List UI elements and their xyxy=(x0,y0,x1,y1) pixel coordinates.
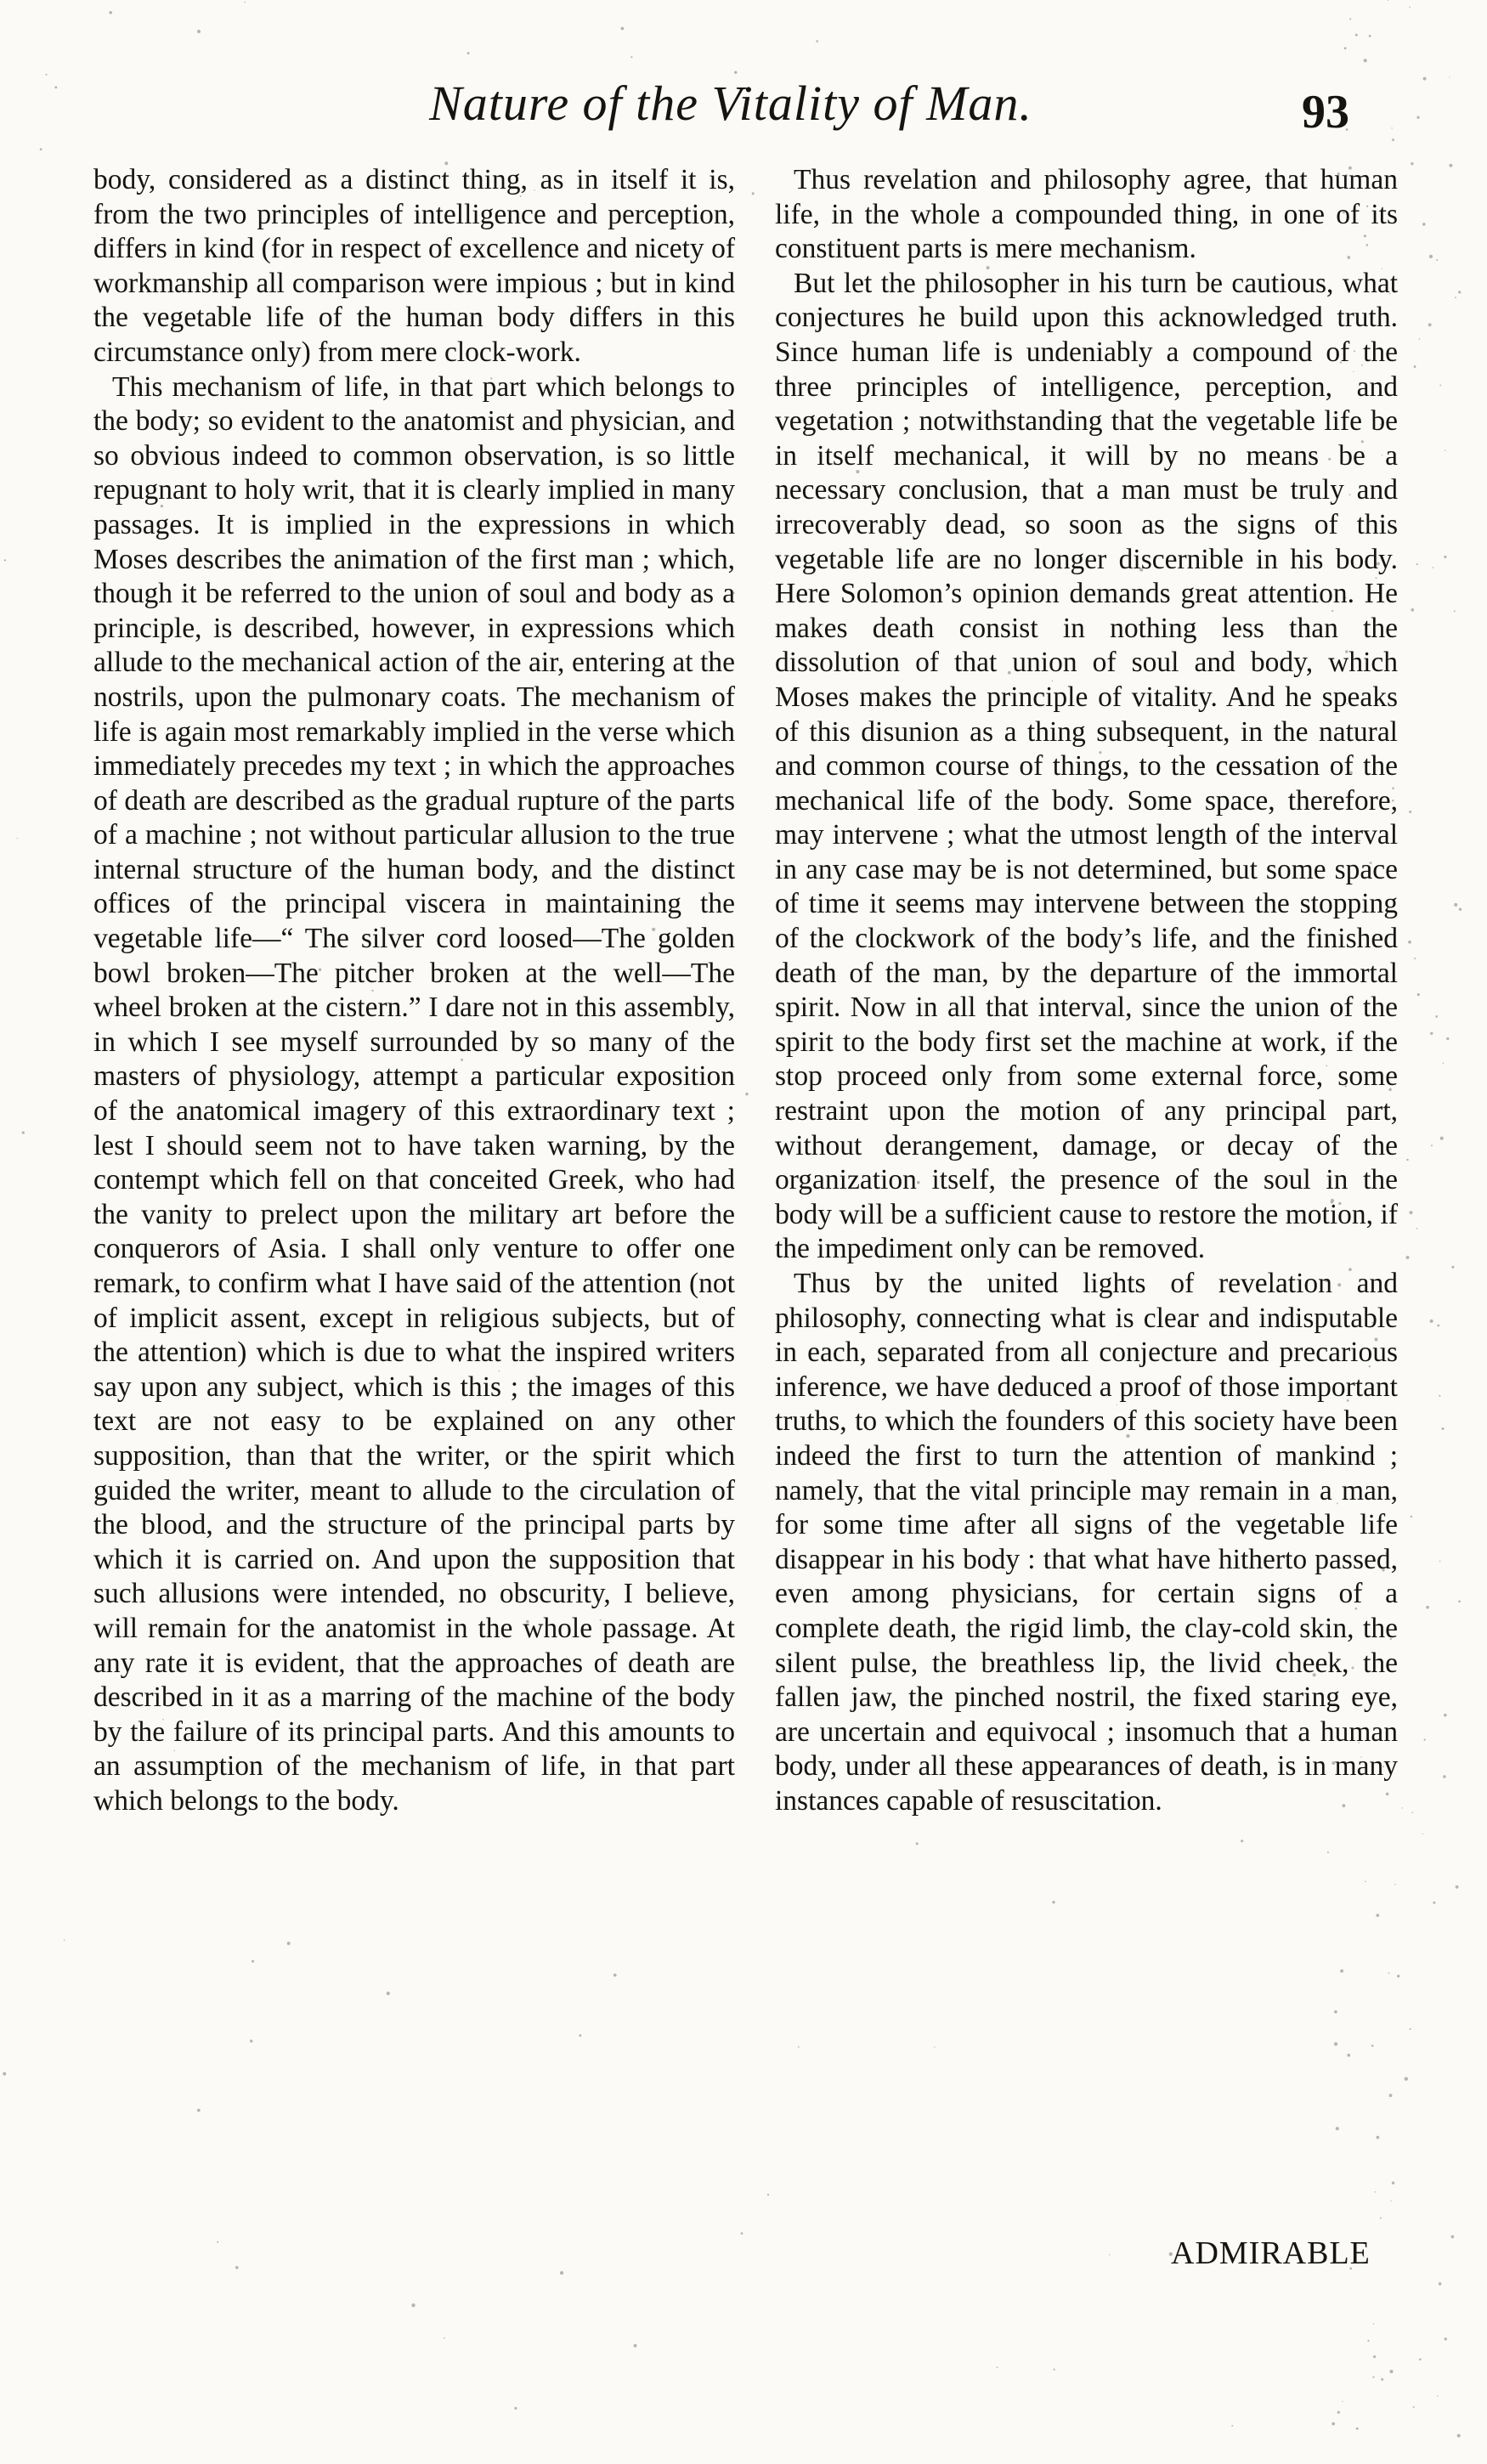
right-paragraph: But let the philosopher in his turn be cautious, what conjectures he build upon this acknowledged truth. Since human life is undeniably a compound of the three principles of intelligence, perception, and vegetation ; notwithstanding that the vegetable life be in itself mechanical, it will by no means be a necessary conclusion, that a man must be truly and irrecoverably dead, so soon as the signs of this vegetable life are no longer discernible in his body. Here Solomon’s opinion demands great attention. He makes death consist in nothing less than the dissolution of that union of soul and body, which Moses makes the principle of vitality. And he speaks of this disunion as a thing subsequent, in the natural and common course of things, to the cessation of the mechanical life of the body. Some space, therefore, may intervene ; what the utmost length of the interval in any case may be is not determined, but some space of time it seems may intervene between the stopping of the clockwork of the body’s life, and the finished death of the man, by the departure of the immortal spirit. Now in all that interval, since the union of the spirit to the body first set the machine at work, if the stop proceed only from some external force, some restraint upon the motion of any principal part, without derangement, damage, or decay of the organization itself, the presence of the soul in the body will be a sufficient cause to restore the motion, if the impediment only can be removed. xyxy=(775,267,1398,1265)
speckle-dot xyxy=(22,1131,25,1133)
speckle-dot xyxy=(1414,365,1416,368)
speckle-dot xyxy=(197,30,201,33)
speckle-dot xyxy=(560,2271,563,2275)
speckle-dot xyxy=(197,2109,201,2112)
speckle-dot xyxy=(1340,1970,1343,1973)
speckle-dot xyxy=(1433,567,1434,568)
speckle-dot xyxy=(1405,2077,1408,2081)
right-column xyxy=(775,163,1398,1819)
speckle-dot xyxy=(767,2194,769,2196)
speckle-dot xyxy=(1053,2369,1054,2371)
speckle-dot xyxy=(1388,1972,1390,1974)
speckle-dot xyxy=(387,1992,390,1995)
speckle-dot xyxy=(1372,2376,1374,2378)
speckle-dot xyxy=(514,2407,517,2410)
speckle-dot xyxy=(1364,59,1367,62)
speckle-dot xyxy=(1455,297,1456,298)
speckle-dot xyxy=(287,1941,291,1945)
speckle-dot xyxy=(252,1960,254,1963)
speckle-dot xyxy=(1457,2434,1461,2438)
speckle-dot xyxy=(244,2,245,3)
speckle-dot xyxy=(1417,993,1420,996)
speckle-dot xyxy=(1416,563,1418,565)
speckle-dot xyxy=(1389,2370,1393,2373)
speckle-dot xyxy=(46,74,48,76)
speckle-dot xyxy=(634,2344,637,2348)
speckle-dot xyxy=(1416,116,1419,119)
speckle-dot xyxy=(1344,47,1347,49)
speckle-dot xyxy=(1241,1840,1243,1842)
speckle-dot xyxy=(621,27,625,31)
speckle-dot xyxy=(1430,1032,1433,1035)
speckle-dot xyxy=(1409,811,1411,813)
speckle-dot xyxy=(1410,2028,1411,2030)
speckle-dot xyxy=(1356,2427,1359,2430)
speckle-dot xyxy=(1409,7,1411,8)
speckle-dot xyxy=(1419,2359,1422,2361)
speckle-dot xyxy=(467,52,470,54)
speckle-dot xyxy=(1422,223,1426,226)
speckle-dot xyxy=(1435,1015,1438,1018)
speckle-dot xyxy=(1392,2181,1394,2184)
speckle-dot xyxy=(1411,162,1413,165)
speckle-dot xyxy=(1334,2042,1337,2045)
speckle-dot xyxy=(1454,903,1457,907)
speckle-dot xyxy=(934,2047,935,2048)
left-paragraph: body, considered as a distinct thing, as in itself it is, from the two principles of intelligence and perception, differs in kind (for in respect of excellence and nicety of workmanship all comparison were impious ; but in kind the vegetable life of the human body differs in this circumstance only) from mere clock-work. xyxy=(93,164,735,368)
speckle-dot xyxy=(1373,2355,1376,2358)
speckle-dot xyxy=(1109,2254,1110,2255)
page-number: 93 xyxy=(1302,86,1349,138)
speckle-dot xyxy=(741,2232,744,2235)
speckle-dot xyxy=(3,2072,6,2076)
speckle-dot xyxy=(734,71,737,73)
speckle-dot xyxy=(1408,941,1411,944)
speckle-dot xyxy=(1334,2010,1337,2014)
speckle-dot xyxy=(1414,958,1416,959)
speckle-dot xyxy=(1394,1884,1395,1885)
speckle-dot xyxy=(1439,2282,1442,2286)
speckle-dot xyxy=(916,1842,919,1845)
speckle-dot xyxy=(1052,1901,1054,1903)
speckle-dot xyxy=(250,2039,252,2042)
speckle-dot xyxy=(1451,2235,1455,2239)
speckle-dot xyxy=(798,2046,800,2048)
speckle-dot xyxy=(1389,2094,1393,2097)
speckle-dot xyxy=(1373,2323,1374,2324)
speckle-dot xyxy=(1437,2395,1438,2396)
speckle-dot xyxy=(64,1940,65,1941)
speckle-dot xyxy=(579,2034,581,2037)
speckle-dot xyxy=(1336,2127,1339,2130)
speckle-dot xyxy=(1411,1811,1413,1813)
speckle-dot xyxy=(109,11,112,14)
speckle-dot xyxy=(1376,1913,1379,1917)
speckle-dot xyxy=(217,2241,218,2243)
speckle-dot xyxy=(1419,338,1421,340)
speckle-dot xyxy=(1439,1395,1440,1397)
speckle-dot xyxy=(1411,608,1414,612)
speckle-dot xyxy=(1369,35,1371,37)
speckle-dot xyxy=(1458,1600,1461,1602)
speckle-dot xyxy=(1444,556,1446,558)
speckle-dot xyxy=(1332,2422,1335,2426)
speckle-dot xyxy=(1446,1037,1449,1040)
speckle-dot xyxy=(1440,1137,1444,1140)
speckle-dot xyxy=(1416,1228,1418,1229)
speckle-dot xyxy=(613,1974,617,1977)
speckle-dot xyxy=(1380,2218,1382,2219)
speckle-dot xyxy=(1445,2337,1447,2340)
speckle-dot xyxy=(1441,1427,1444,1430)
speckle-dot xyxy=(1451,1266,1454,1269)
speckle-dot xyxy=(1406,1159,1408,1161)
speckle-dot xyxy=(1411,1516,1412,1517)
speckle-dot xyxy=(1433,1902,1435,1904)
speckle-dot xyxy=(54,86,57,88)
speckle-dot xyxy=(997,2367,998,2369)
speckle-dot xyxy=(1409,1211,1412,1214)
speckle-dot xyxy=(1454,610,1456,612)
speckle-dot xyxy=(1459,908,1462,911)
speckle-dot xyxy=(1355,34,1358,37)
speckle-dot xyxy=(1402,1807,1403,1808)
speckle-dot xyxy=(1390,2200,1391,2201)
left-paragraph: This mechanism of life, in that part which belongs to the body; so evident to the anatomist and physician, and so obvious indeed to common observation, is so little repugnant to holy writ, that it is clearly implied in many passages. It is implied in the expressions in which Moses describes the animation of the first man ; which, though it be referred to the union of soul and body as a principle, is described, however, in expressions which allude to the mechanical action of the air, entering at the nostrils, upon the pulmonary coats. The mechanism of life is again most remarkably implied in the verse which immediately precedes my text ; in which the approaches of death are described as the gradual rupture of the parts of a machine ; not without particular allusion to the true internal structure of the human body, and the distinct offices of the principal viscera in maintaining the vegetable life—“ The silver cord loosed—The golden bowl broken—The pitcher broken at the well—The wheel broken at the cistern.” I dare not in this assembly, in which I see myself surrounded by so many of the masters of physiology, attempt a particular exposition of the anatomical imagery of this extraordinary text ; lest I should seem not to have taken warning, by the contempt which fell on that conceited Greek, who had the vanity to prelect upon the military art before the conquerors of Asia. I shall only venture to offer one remark, to confirm what I have said of the attention (not of implicit assent, except in religious subjects, but of the attention) which is due to what the inspired writers say upon any subject, which is this ; the images of this text are not easy to be explained on any other supposition, than that the writer, or the spirit which guided the writer, meant to allude to the circulation of the blood, and the structure of the principal parts by which it is carried on. And upon the supposition that such allusions were intended, no obscurity, I believe, will remain for the anatomist in the whole passage. At any rate it is evident, that the approaches of death are described in it as a marring of the machine of the body by the failure of its principal parts. And this amounts to an assumption of the mechanism of life, in that part which belongs to the body. xyxy=(93,370,735,1817)
speckle-dot xyxy=(1444,1714,1447,1717)
speckle-dot xyxy=(1428,323,1432,326)
speckle-dot xyxy=(1429,255,1433,258)
speckle-dot xyxy=(630,56,632,58)
speckle-dot xyxy=(1327,1851,1329,1853)
right-paragraph: Thus by the united lights of revelation and philosophy, connecting what is clear and indisputable in each, separated from all conjecture and precarious inference, we have deduced a proof of those important truths, to which the founders of this society have been indeed the first to turn the attention of mankind ; namely, that the vital principle may remain in a man, for some time after all signs of the vegetable life disappear in his body : that what have hitherto passed, even among physicians, for certain signs of a complete death, the rigid limb, the clay-cold skin, the silent pulse, the breathless lip, the livid cheek, the fallen jaw, the pinched nostril, the fixed staring eye, are uncertain and equivocal ; insomuch that a human body, under all these appearances of death, is in many instances capable of resuscitation. xyxy=(775,1268,1398,1817)
speckle-dot xyxy=(40,148,42,150)
speckle-dot xyxy=(1431,1144,1433,1146)
speckle-dot xyxy=(4,559,6,561)
speckle-dot xyxy=(1439,385,1441,387)
speckle-dot xyxy=(816,40,818,42)
speckle-dot xyxy=(1456,1885,1459,1889)
speckle-dot xyxy=(1392,138,1394,141)
speckle-dot xyxy=(1423,77,1427,81)
speckle-dot xyxy=(1349,18,1351,20)
speckle-dot xyxy=(1426,1606,1429,1609)
speckle-dot xyxy=(1449,76,1450,77)
speckle-dot xyxy=(1424,1739,1426,1741)
speckle-dot xyxy=(1445,449,1446,451)
catchword: ADMIRABLE xyxy=(1171,2235,1371,2271)
speckle-dot xyxy=(1458,291,1461,293)
speckle-dot xyxy=(411,2303,415,2307)
speckle-dot xyxy=(1430,1320,1433,1323)
speckle-dot xyxy=(1347,2054,1350,2057)
speckle-dot xyxy=(1377,2136,1380,2139)
speckle-dot xyxy=(745,1093,749,1096)
speckle-dot xyxy=(1437,1325,1439,1327)
speckle-dot xyxy=(1367,2340,1369,2342)
speckle-dot xyxy=(1406,1256,1410,1259)
speckle-dot xyxy=(1443,1063,1445,1065)
speckle-dot xyxy=(1436,259,1438,261)
speckle-dot xyxy=(1375,2191,1376,2192)
speckle-dot xyxy=(1391,127,1392,128)
speckle-dot xyxy=(1413,2406,1415,2408)
speckle-dot xyxy=(1443,1775,1446,1778)
left-column xyxy=(93,163,735,1819)
speckle-dot xyxy=(1439,1561,1441,1563)
speckle-dot xyxy=(1397,1975,1399,1977)
speckle-dot xyxy=(1337,2410,1340,2413)
speckle-dot xyxy=(17,838,18,839)
speckle-dot xyxy=(235,2266,239,2269)
speckle-dot xyxy=(1342,2401,1343,2402)
speckle-dot xyxy=(444,2337,445,2339)
speckle-dot xyxy=(1371,2044,1374,2047)
right-paragraph: Thus revelation and philosophy agree, that human life, in the whole a compounded thing, in one of its constituent parts is mere mechanism. xyxy=(775,164,1398,265)
speckle-dot xyxy=(1381,2378,1383,2381)
speckle-dot xyxy=(1231,2425,1233,2427)
speckle-dot xyxy=(752,192,755,195)
speckle-dot xyxy=(1449,164,1452,167)
running-head: Nature of the Vitality of Man. xyxy=(429,76,1032,131)
speckle-dot xyxy=(1365,1881,1366,1883)
